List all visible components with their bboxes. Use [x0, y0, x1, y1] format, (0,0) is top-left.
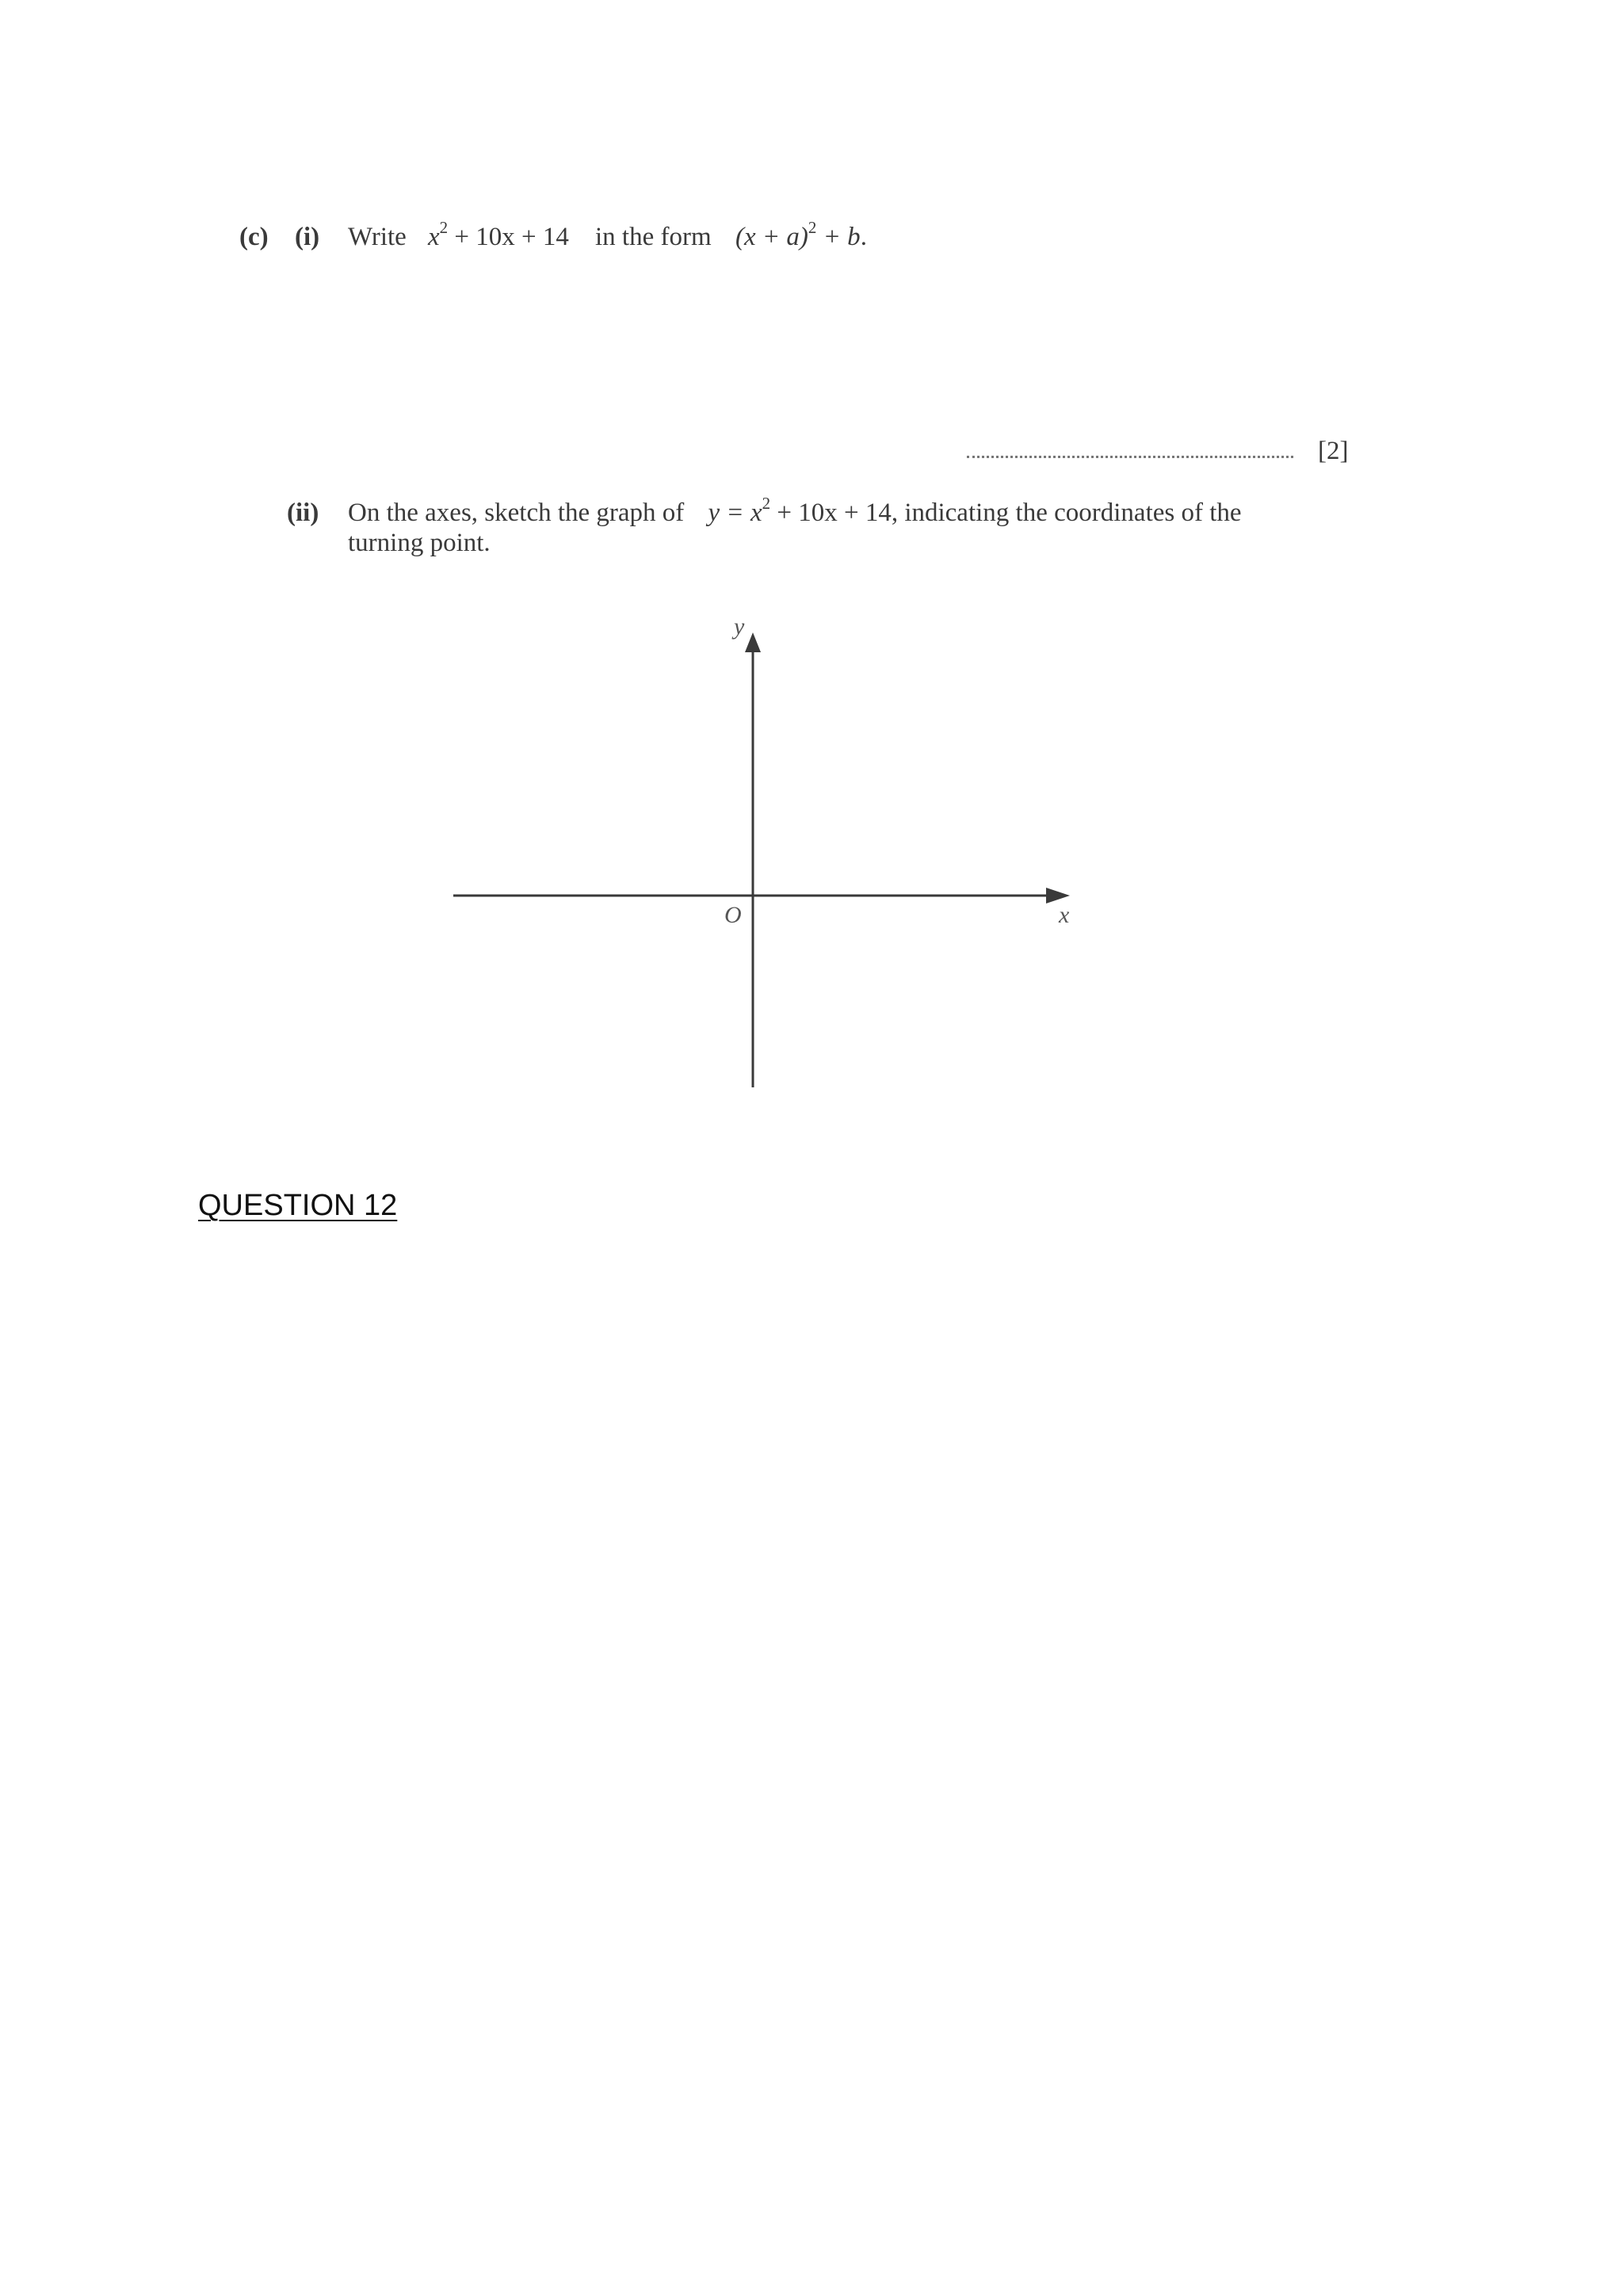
target-form-period: . — [860, 223, 867, 251]
y-axis-label: y — [734, 613, 745, 640]
target-form-exponent: 2 — [808, 218, 817, 237]
equation-lhs: y = x — [708, 499, 762, 527]
marks-label: [2] — [1318, 437, 1349, 465]
question-title: QUESTION 12 — [198, 1189, 398, 1222]
equation-exponent: 2 — [762, 494, 771, 513]
y-axis-arrow — [745, 632, 761, 652]
target-form-rest: + b — [823, 223, 861, 251]
part-i-label: (i) — [295, 223, 320, 251]
expression-exponent: 2 — [439, 218, 449, 237]
expression-base: x — [428, 223, 440, 251]
x-axis-arrow — [1046, 888, 1070, 904]
origin-label: O — [724, 902, 742, 928]
part-ii-label: (ii) — [287, 499, 319, 527]
x-axis-label: x — [1059, 902, 1070, 928]
target-form-base: (x + a) — [735, 223, 808, 251]
part-c-label: (c) — [239, 223, 269, 251]
part-ii-text-post: , indicating the coordinates of the — [891, 499, 1242, 527]
expression-rest: + 10x + 14 — [454, 223, 569, 251]
write-word: Write — [348, 223, 407, 251]
part-ii-line-2: turning point. — [348, 529, 491, 557]
in-the-form-word: in the form — [595, 223, 712, 251]
equation-rest: + 10x + 14 — [777, 499, 892, 527]
part-ii-text-pre: On the axes, sketch the graph of — [348, 499, 685, 527]
